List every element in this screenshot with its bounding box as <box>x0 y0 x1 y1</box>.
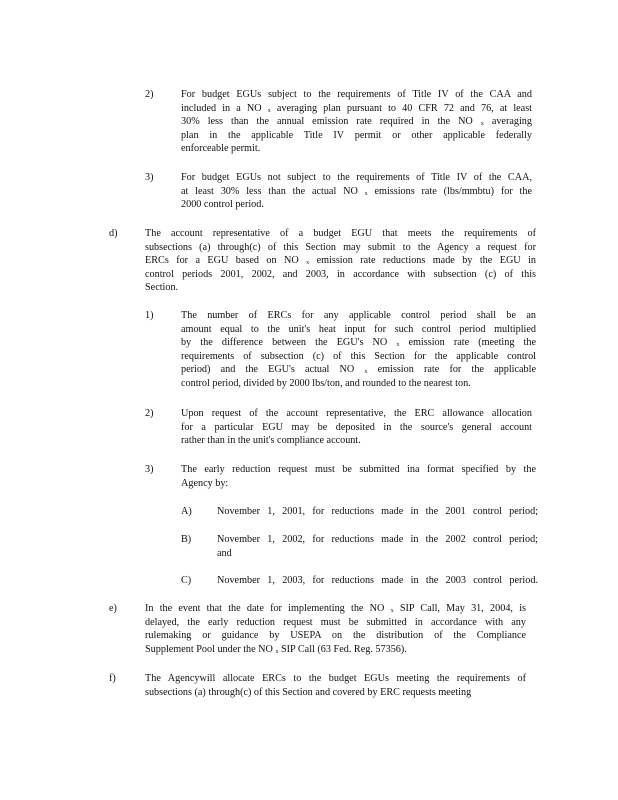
text-line: The account representative of a budget EGU that meets the requirements of <box>145 228 536 239</box>
text-line: ERCs for a EGU based on NO $_x$ emission rate reductions made by the EGU in <box>145 255 536 267</box>
text-line: control periods 2001, 2002, and 2003, in accordance with subsection (c) of this <box>145 268 536 280</box>
text-line: rulemaking or guidance by USEPA on the distribution of the Compliance <box>145 630 526 642</box>
text-line: amount equal to the unit's heat input for such control period multiplied <box>181 323 536 335</box>
item-label: 3) <box>145 464 154 475</box>
text-line: Upon request of the account representative, the ERC allowance allocation <box>181 408 532 419</box>
text-line: The early reduction request must be submitted ina format specified by the <box>181 464 536 475</box>
text-line: Supplement Pool under the NO $_x$ SIP Call (63 Fed. Reg. 57356). <box>145 643 407 655</box>
text-line: plan in the applicable Title IV permit or other applicable federally <box>181 129 532 141</box>
text-line: The number of ERCs for any applicable control period shall be an <box>181 310 536 321</box>
item-label: B) <box>181 534 192 545</box>
text-line: subsections (a) through(c) of this Section and covered by ERC requests meeting <box>145 686 472 698</box>
text-line: control period, divided by 2000 lbs/ton, and rounded to the nearest ton. <box>181 377 471 389</box>
item-label: e) <box>109 603 117 614</box>
text-line: delayed, the early reduction request must be submitted in accordance with any <box>145 616 526 628</box>
text-line: subsections (a) through(c) of this Section may submit to the Agency a request for <box>145 241 536 253</box>
text-line: For budget EGUs subject to the requirements of Title IV of the CAA and <box>181 89 532 100</box>
item-label: f) <box>109 673 116 684</box>
text-line: period) and the EGU's actual NO $_x$ emission rate for the applicable <box>181 364 536 376</box>
item-label: C) <box>181 575 192 586</box>
text-line: November 1, 2001, for reductions made in the 2001 control period; <box>217 506 538 517</box>
text-line: November 1, 2002, for reductions made in the 2002 control period; <box>217 534 538 545</box>
text-line: November 1, 2003, for reductions made in the 2003 control period. <box>217 575 538 586</box>
text-line: for a particular EGU may be deposited in the source's general account <box>181 421 532 433</box>
text-line: Section. <box>145 282 179 294</box>
text-line: 30% less than the annual emission rate required in the NO $_x$ averaging <box>181 116 532 128</box>
text-line: enforceable permit. <box>181 143 261 155</box>
text-line: and <box>217 547 232 559</box>
text-line: requirements of subsection (c) of this Section for the applicable control <box>181 350 536 362</box>
text-line: rather than in the unit's compliance account. <box>181 435 361 447</box>
item-label: A) <box>181 506 192 517</box>
text-line: at least 30% less than the actual NO $_x$ emissions rate (lbs/mmbtu) for the <box>181 185 532 197</box>
item-label: 3) <box>145 172 154 183</box>
text-line: included in a NO $_x$ averaging plan pursuant to 40 CFR 72 and 76, at least <box>181 102 532 114</box>
text-line: The Agencywill allocate ERCs to the budget EGUs meeting the requirements of <box>145 673 526 684</box>
text-line: 2000 control period. <box>181 199 264 211</box>
text-line: Agency by: <box>181 477 229 489</box>
text-line: by the difference between the EGU's NO $_x$ emission rate (meeting the <box>181 337 536 349</box>
text-line: In the event that the date for implementing the NO $_x$ SIP Call, May 31, 2004, is <box>145 603 527 614</box>
text-line: For budget EGUs not subject to the requirements of Title IV of the CAA, <box>181 172 532 183</box>
item-label: 1) <box>145 310 154 321</box>
item-label: 2) <box>145 89 154 100</box>
item-label: 2) <box>145 408 154 419</box>
item-label: d) <box>109 228 118 239</box>
